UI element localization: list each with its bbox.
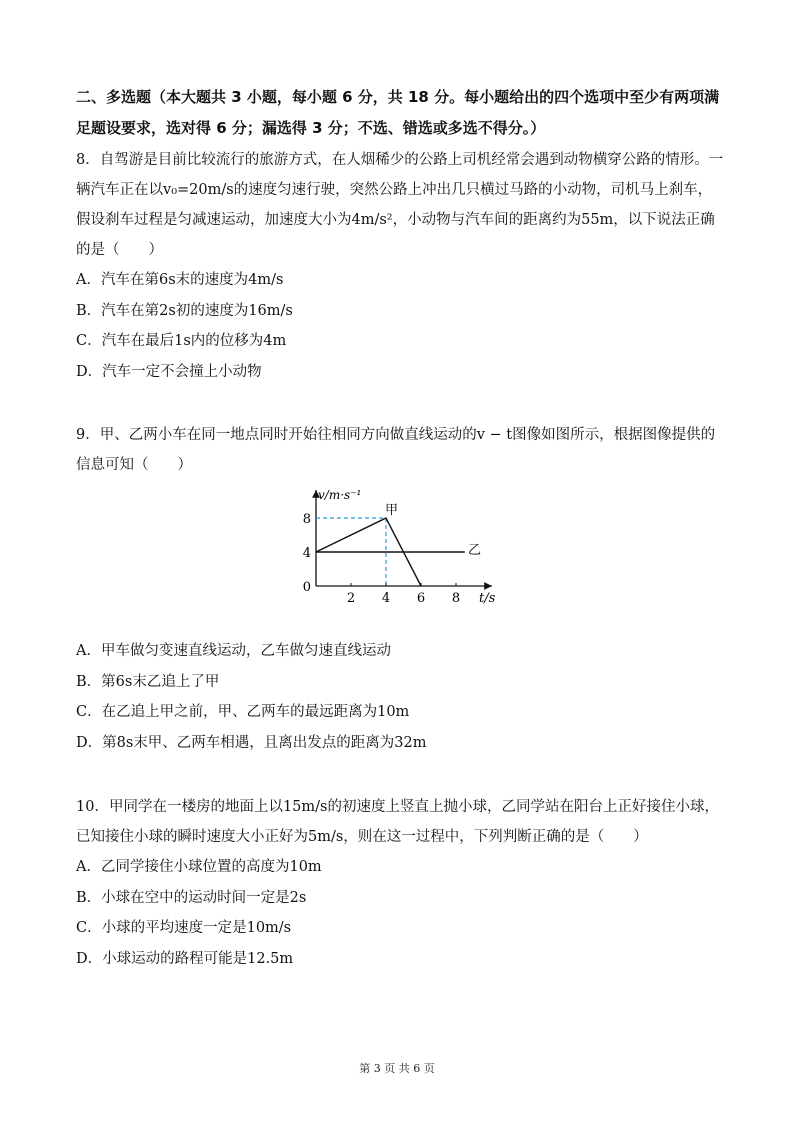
question-8-option-a: A．汽车在第6s末的速度为4m/s (76, 272, 284, 288)
y-tick-label-4: 4 (302, 546, 311, 561)
question-9-option-a: A．甲车做匀变速直线运动，乙车做匀速直线运动 (76, 643, 391, 659)
question-9 (76, 420, 726, 480)
question-8-option-c: C．汽车在最后1s内的位移为4m (76, 333, 287, 349)
question-8-option-b: B．汽车在第2s初的速度为16m/s (76, 302, 293, 319)
question-10-option-a: A．乙同学接住小球位置的高度为10m (76, 859, 322, 875)
vt-graph-svg (296, 484, 506, 614)
x-tick-label-6: 6 (416, 591, 426, 606)
y-axis-label: v/m·s⁻¹ (318, 488, 362, 502)
question-10-option-b: B．小球在空中的运动时间一定是2s (76, 889, 307, 906)
question-9-option-d: D．第8s末甲、乙两车相遇，且离出发点的距离为32m (76, 734, 427, 751)
question-8-option-d: D．汽车一定不会撞上小动物 (76, 363, 262, 380)
x-axis-label: t/s (479, 591, 496, 606)
x-tick-label-8: 8 (451, 591, 461, 606)
y-tick-label-0: 0 (302, 580, 311, 595)
question-9-stem: 9．甲、乙两小车在同一地点同时开始往相同方向做直线运动的v − t图像如图所示，根据图像提供的信息可知（ ） (76, 427, 716, 473)
series-label-jia: 甲 (385, 503, 399, 518)
y-tick-label-8: 8 (302, 512, 311, 527)
question-8 (76, 145, 726, 387)
question-10-option-d: D．小球运动的路程可能是12.5m (76, 950, 294, 967)
x-tick-label-4: 4 (381, 591, 391, 606)
series-label-yi: 乙 (468, 543, 482, 558)
question-9-option-b: B．第6s末乙追上了甲 (76, 673, 220, 690)
question-10-stem: 10．甲同学在一楼房的地面上以15m/s的初速度上竖直上抛小球，乙同学站在阳台上正好接住小球，已知接住小球的瞬时速度大小正好为5m/s，则在这一过程中，下列判断正确的是（ ） (76, 799, 719, 845)
page-footer: 第 3 页 共 6 页 (359, 1062, 435, 1075)
question-9-options (76, 636, 726, 758)
x-tick-label-2: 2 (346, 591, 356, 606)
question-10-option-c: C．小球的平均速度一定是10m/s (76, 920, 292, 936)
vt-graph (296, 484, 506, 614)
section-title: 二、多选题（本大题共 3 小题，每小题 6 分，共 18 分。每小题给出的四个选项中至少有两项满足题设要求，选对得 6 分；漏选得 3 分；不选、错选或多选不得分。） (76, 88, 720, 137)
question-8-stem: 8．自驾游是目前比较流行的旅游方式，在人烟稀少的公路上司机经常会遇到动物横穿公路的情形。一辆汽车正在以v₀=20m/s的速度匀速行驶，突然公路上冲出几只横过马路的小动物，司机马上刹车，假设刹车过程是匀减速运动，加速度大小为4m/s²，小动物与汽车间的距离约为55m，以下说法正确的是（ ） (76, 152, 724, 258)
question-9-option-c: C．在乙追上甲之前，甲、乙两车的最远距离为10m (76, 704, 410, 720)
question-10 (76, 792, 726, 974)
